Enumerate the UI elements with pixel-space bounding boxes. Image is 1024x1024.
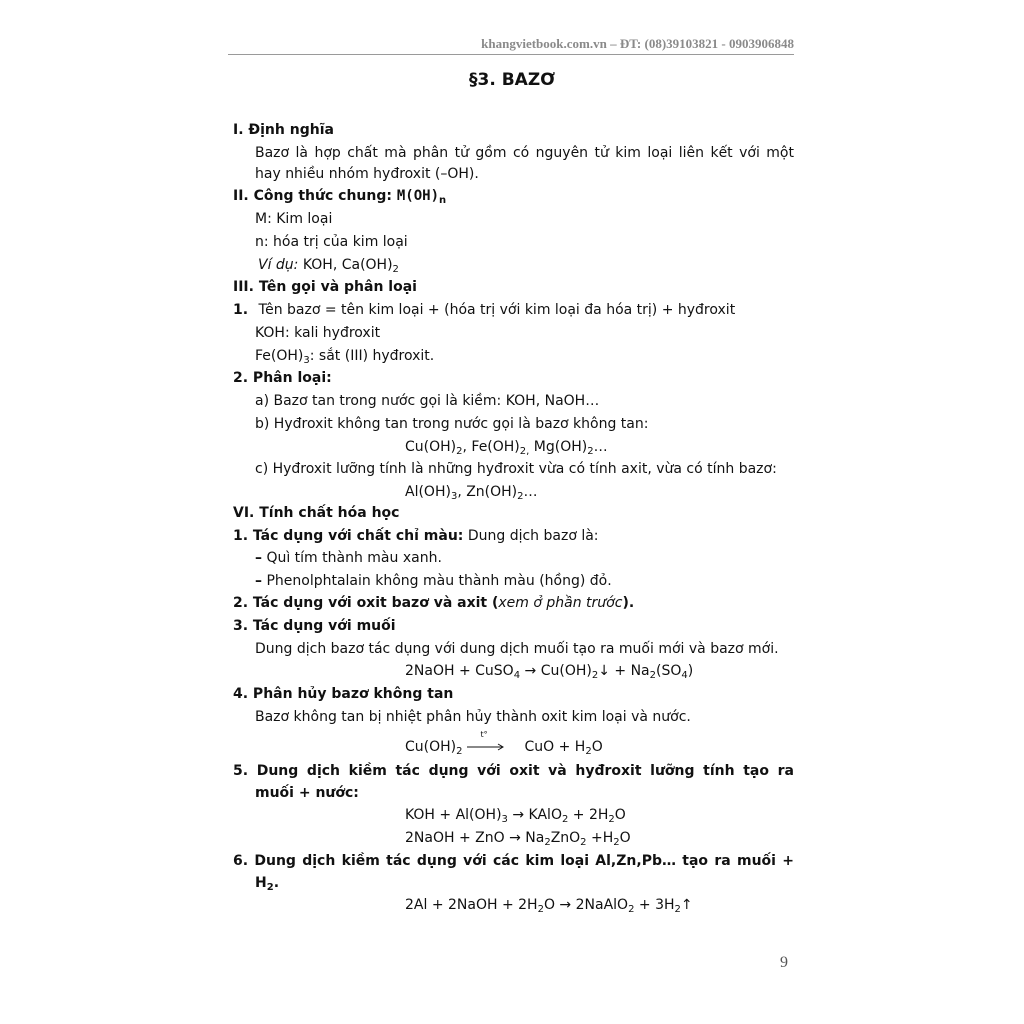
property-4-equation <box>405 730 603 757</box>
naming-example-feoh3 <box>255 347 434 365</box>
section-definition-heading: I. Định nghĩa <box>233 122 334 138</box>
property-4-text: Bazơ không tan bị nhiệt phân hủy thành oxit kim loại và nước. <box>255 709 691 725</box>
property-2-end: ). <box>622 595 635 611</box>
property-6-line-2 <box>255 874 279 892</box>
eq-part: +H <box>586 830 614 846</box>
formula-heading-text: II. Công thức chung: <box>233 188 397 204</box>
property-2 <box>233 594 634 612</box>
naming-rule-num: 1. <box>233 302 249 318</box>
eq-part: + 2H <box>568 807 609 823</box>
classification-c: c) Hyđroxit lưỡng tính là những hyđroxit vừa có tính axit, vừa có tính bazơ: <box>255 461 777 477</box>
h2-end: . <box>273 875 280 891</box>
property-2-reference: xem ở phần trước <box>498 595 623 611</box>
eq-part: ↑ <box>680 897 693 913</box>
classification-c-examples <box>405 483 538 501</box>
dash-bullet: – <box>255 573 262 589</box>
feoh-name: : sắt (III) hyđroxit. <box>309 348 435 364</box>
eq-part: ) <box>687 663 694 679</box>
eq-part: Cu(OH) <box>405 739 457 755</box>
eq-part: → KAlO <box>507 807 562 823</box>
formula-example <box>258 256 399 274</box>
property-5-line-2: muối + nước: <box>255 785 359 801</box>
dash-text: Phenolphtalain không màu thành màu (hồng) đỏ. <box>262 573 612 589</box>
formula-sub: 3 <box>450 491 458 502</box>
eq-sub: 2 <box>608 814 615 825</box>
naming-rule-text: Tên bazơ = tên kim loại + (hóa trị với kim loại đa hóa trị) + hyđroxit <box>258 302 736 318</box>
definition-line-1: Bazơ là hợp chất mà phân tử gồm có nguyên tử kim loại liên kết với một <box>255 145 794 161</box>
eq-sub: 2 <box>649 670 656 681</box>
property-3-heading: 3. Tác dụng với muối <box>233 618 396 634</box>
formula-part: , Fe(OH) <box>462 439 520 455</box>
example-sub: 2 <box>392 264 399 275</box>
general-formula-sub: n <box>439 195 447 206</box>
property-1-dash-1 <box>255 549 442 567</box>
formula-part: Cu(OH) <box>405 439 457 455</box>
header-rule <box>228 54 794 55</box>
property-6-equation <box>405 896 693 914</box>
eq-part: + 3H <box>634 897 675 913</box>
dash-bullet: – <box>255 550 262 566</box>
feoh-sub: 3 <box>303 355 310 366</box>
eq-part: 2NaOH + ZnO → Na <box>405 830 545 846</box>
property-1-dash-2 <box>255 572 612 590</box>
naming-rule-line <box>233 301 735 319</box>
example-text: KOH, Ca(OH) <box>298 257 393 273</box>
property-2-heading: 2. Tác dụng với oxit bazơ và axit ( <box>233 595 499 611</box>
eq-sub: 4 <box>513 670 521 681</box>
page-number: 9 <box>780 954 788 971</box>
eq-part: CuO + H <box>524 739 586 755</box>
eq-sub: 2 <box>456 746 463 757</box>
page-header: khangvietbook.com.vn – ĐT: (08)39103821 - 0903906848 <box>481 36 794 51</box>
formula-part: … <box>523 484 538 500</box>
classification-b-examples <box>405 438 608 456</box>
formula-sub: 2, <box>519 446 530 457</box>
property-1 <box>233 527 599 545</box>
property-1-text: Dung dịch bazơ là: <box>463 528 599 544</box>
eq-sub: 3 <box>501 814 508 825</box>
h2-sub: 2 <box>266 882 274 893</box>
eq-part: ZnO <box>550 830 581 846</box>
h2-text: H <box>255 875 267 891</box>
eq-sub: 4 <box>681 670 688 681</box>
property-5-line-1: 5. Dung dịch kiềm tác dụng với oxit và hyđroxit lưỡng tính tạo ra <box>233 763 794 779</box>
formula-sub: 2 <box>456 446 463 457</box>
heat-label: t° <box>480 730 488 739</box>
eq-sub: 2 <box>591 670 599 681</box>
formula-m-line: M: Kim loại <box>255 211 333 227</box>
eq-part: → Cu(OH) <box>520 663 592 679</box>
eq-part: O <box>591 739 603 755</box>
property-3-text: Dung dịch bazơ tác dụng với dung dịch muối tạo ra muối mới và bazơ mới. <box>255 641 779 657</box>
heat-arrow <box>463 730 507 756</box>
eq-part: O <box>614 807 626 823</box>
property-3-equation <box>405 662 693 680</box>
eq-part: O <box>619 830 631 846</box>
page-title: §3. BAZƠ <box>469 70 555 90</box>
property-5-equation-1 <box>405 806 626 824</box>
formula-sub: 2 <box>587 446 594 457</box>
formula-part: , Zn(OH) <box>457 484 518 500</box>
eq-part: ↓ + Na <box>598 663 650 679</box>
property-5-equation-2 <box>405 829 631 847</box>
feoh-formula: Fe(OH) <box>255 348 304 364</box>
formula-part: … <box>593 439 608 455</box>
eq-sub: 2 <box>628 904 635 915</box>
formula-n-line: n: hóa trị của kim loại <box>255 234 408 250</box>
eq-sub: 2 <box>585 746 592 757</box>
section-naming-heading: III. Tên gọi và phân loại <box>233 279 417 295</box>
eq-sub: 2 <box>561 814 569 825</box>
eq-sub: 2 <box>613 837 620 848</box>
eq-part: 2Al + 2NaOH + 2H <box>405 897 538 913</box>
section-formula-heading <box>233 187 446 205</box>
eq-part: KOH + Al(OH) <box>405 807 502 823</box>
general-formula: M(OH) <box>396 188 440 204</box>
eq-sub: 2 <box>580 837 587 848</box>
formula-sub: 2 <box>517 491 524 502</box>
eq-sub: 2 <box>674 904 681 915</box>
classification-heading: 2. Phân loại: <box>233 370 332 386</box>
property-6-line-1: 6. Dung dịch kiềm tác dụng với các kim loại Al,Zn,Pb… tạo ra muối + <box>233 853 794 869</box>
section-properties-heading: VI. Tính chất hóa học <box>233 505 400 521</box>
example-label: Ví dụ: <box>258 257 299 273</box>
definition-line-2: hay nhiều nhóm hyđroxit (–OH). <box>255 166 479 182</box>
classification-a: a) Bazơ tan trong nước gọi là kiềm: KOH, NaOH… <box>255 393 600 409</box>
classification-b: b) Hyđroxit không tan trong nước gọi là bazơ không tan: <box>255 416 649 432</box>
dash-text: Quì tím thành màu xanh. <box>262 550 442 566</box>
eq-part: 2NaOH + CuSO <box>405 663 514 679</box>
eq-sub: 2 <box>544 837 551 848</box>
formula-part: Mg(OH) <box>529 439 588 455</box>
property-1-heading: 1. Tác dụng với chất chỉ màu: <box>233 528 464 544</box>
property-4-heading: 4. Phân hủy bazơ không tan <box>233 686 454 702</box>
eq-sub: 2 <box>537 904 544 915</box>
naming-example-koh: KOH: kali hyđroxit <box>255 325 381 341</box>
eq-part: O → 2NaAlO <box>543 897 629 913</box>
formula-part: Al(OH) <box>405 484 451 500</box>
eq-part: (SO <box>656 663 682 679</box>
